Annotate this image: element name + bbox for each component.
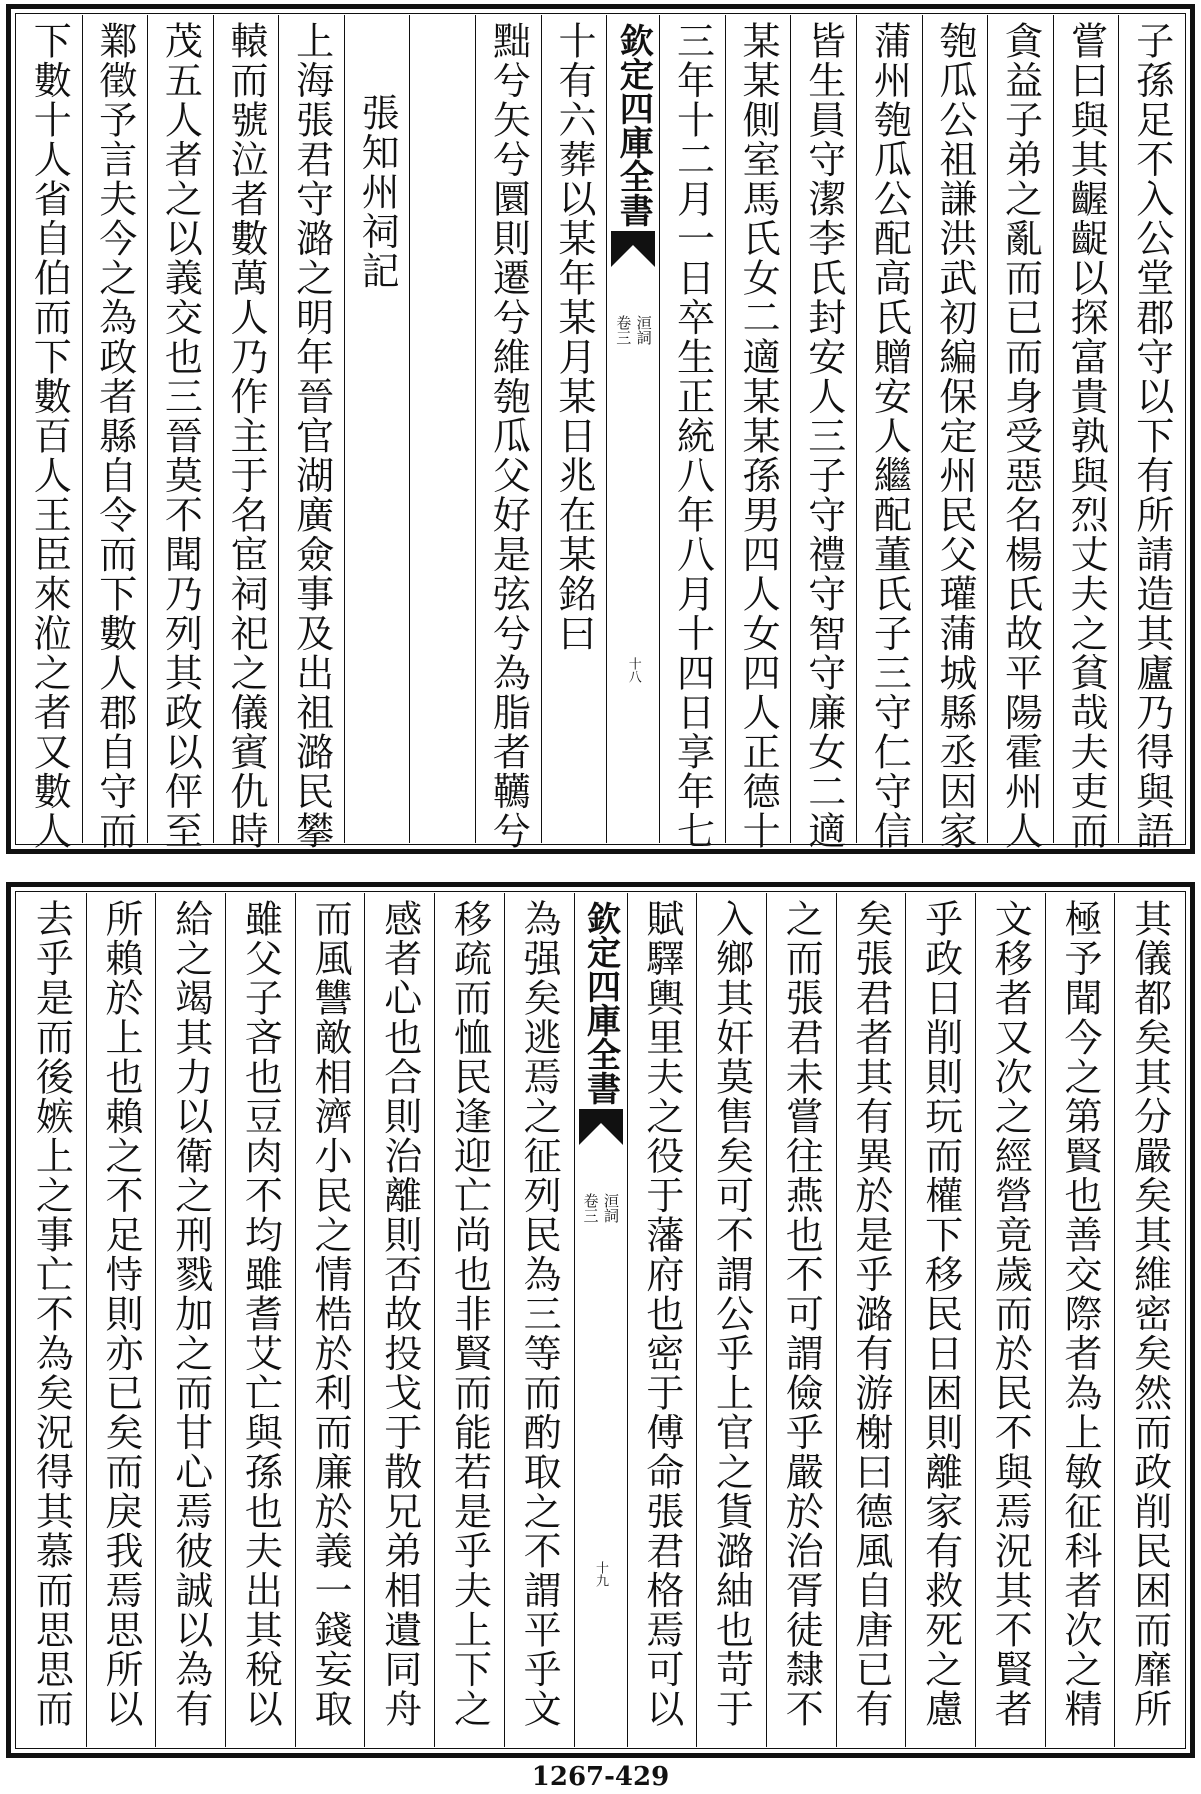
text-column xyxy=(434,893,504,1747)
text-column xyxy=(147,15,213,851)
column-text: 之而張君未嘗往燕也不可謂儉乎嚴於治胥徒隸不 xyxy=(779,899,824,1729)
book-title: 欽定四庫全書 xyxy=(580,901,621,1105)
column-text: 極予聞今之第賢也善交際者為上敏征科者次之精 xyxy=(1057,899,1102,1729)
bottom-page-panel xyxy=(6,882,1195,1758)
column-text: 匏瓜公祖謙洪武初編保定州民父瓘蒲城縣丞因家 xyxy=(932,21,977,851)
text-column xyxy=(295,893,365,1747)
text-column xyxy=(1045,893,1115,1747)
text-column xyxy=(213,15,279,851)
text-column xyxy=(1053,15,1119,851)
text-column xyxy=(1114,893,1184,1747)
work-title: 洹詞 xyxy=(634,315,653,345)
volume-number: 卷三 xyxy=(614,315,633,345)
column-text: 雖父子吝也豆肉不均雖耆艾亡與孫也夫出其稅以 xyxy=(238,899,283,1729)
column-text: 下數十人省自伯而下數百人王臣來涖之者又數人 xyxy=(27,21,72,851)
column-text: 賦驛輿里夫之役于藩府也密于傅命張君格焉可以 xyxy=(639,899,684,1729)
text-column xyxy=(475,15,541,851)
text-column xyxy=(364,893,434,1747)
text-column xyxy=(541,15,607,843)
text-column xyxy=(766,893,836,1747)
column-text: 鄴徵予言夫今之為政者縣自令而下數人郡自守而 xyxy=(92,21,137,851)
bottom-page-columns xyxy=(17,893,1184,1747)
text-column xyxy=(725,15,791,851)
page-number: 十八 xyxy=(625,657,641,683)
column-text: 所賴於上也賴之不足恃則亦已矣而戾我焉思所以 xyxy=(99,899,144,1729)
volume-subtitle xyxy=(581,1193,621,1223)
column-text: 轅而號泣者數萬人乃作主于名宦祠祀之儀賓仇時 xyxy=(223,21,268,851)
scan-page-number: 1267-429 xyxy=(531,1762,670,1792)
column-text: 矣張君者其有異於是乎潞有游榭曰德風自唐已有 xyxy=(848,899,893,1729)
column-text: 十有六葬以某年某月某日兆在某銘曰 xyxy=(551,21,596,653)
text-column xyxy=(17,15,82,851)
text-column xyxy=(987,15,1053,851)
column-text: 文移者又次之經營竟歲而於民不與焉況其不賢者 xyxy=(988,899,1033,1729)
column-text: 三年十二月一日卒生正統八年八月十四日享年七 xyxy=(670,21,715,851)
fish-tail-mark-icon xyxy=(611,231,655,267)
section-heading-column xyxy=(344,15,410,843)
text-column xyxy=(627,893,697,1747)
text-column xyxy=(922,15,988,851)
column-text: 其儀都矣其分嚴矣其維密矣然而政削民困而靡所 xyxy=(1127,899,1172,1729)
column-text: 子孫足不入公堂郡守以下有所請造其廬乃得與語 xyxy=(1129,21,1174,851)
section-heading: 張知州祠記 xyxy=(355,93,400,291)
column-text: 嘗曰與其齷齪以探富貴孰與烈丈夫之貧哉夫吏而 xyxy=(1064,21,1109,851)
text-column xyxy=(696,893,766,1747)
text-column xyxy=(856,15,922,851)
text-column xyxy=(790,15,856,851)
text-column xyxy=(82,15,148,851)
column-text: 貪益子弟之亂而已而身受惡名楊氏故平陽霍州人 xyxy=(998,21,1043,851)
text-column xyxy=(905,893,975,1747)
column-text: 感者心也合則治離則否故投戈于散兄弟相遺同舟 xyxy=(377,899,422,1729)
text-column xyxy=(278,15,344,851)
top-page-panel xyxy=(6,4,1195,854)
column-text: 移疏而恤民逢迎亡尚也非賢而能若是乎夫上下之 xyxy=(447,899,492,1729)
column-text: 上海張君守潞之明年晉官湖廣僉事及出祖潞民攀 xyxy=(289,21,334,851)
text-column xyxy=(225,893,295,1747)
column-text: 蒲州匏瓜公配高氏贈安人繼配董氏子三守仁守信 xyxy=(867,21,912,851)
column-text: 黜兮矢兮圜則遷兮維匏瓜父好是弦兮為脂者韉兮 xyxy=(486,21,531,851)
page-spine xyxy=(574,893,627,1747)
volume-number: 卷三 xyxy=(581,1193,600,1223)
text-column xyxy=(836,893,906,1747)
volume-subtitle xyxy=(613,315,653,345)
book-title: 欽定四庫全書 xyxy=(613,23,654,227)
column-text: 某某側室馬氏女二適某某孫男四人女四人正德十 xyxy=(736,21,781,851)
page-spine xyxy=(606,15,659,843)
text-column xyxy=(86,893,156,1747)
top-page-columns xyxy=(17,15,1184,851)
work-title: 洹詞 xyxy=(602,1193,620,1223)
column-text: 去乎是而後嫉上之事亡不為矣況得其慕而思思而 xyxy=(29,899,74,1729)
text-column xyxy=(155,893,225,1747)
column-text: 給之竭其力以衛之刑戮加之而甘心焉彼誠以為有 xyxy=(168,899,213,1729)
blank-column xyxy=(409,15,475,843)
column-text: 而風讐敵相濟小民之情梏於利而廉於義一錢妄取 xyxy=(308,899,353,1729)
column-text: 皆生員守潔李氏封安人三子守禮守智守廉女二適 xyxy=(801,21,846,851)
column-text: 乎政日削則玩而權下移民日困則離家有救死之慮 xyxy=(918,899,963,1729)
column-text: 入鄉其奸莫售矣可不謂公乎上官之貨潞紬也苛于 xyxy=(709,899,754,1729)
text-column xyxy=(975,893,1045,1747)
text-column xyxy=(504,893,574,1747)
page-number: 十九 xyxy=(593,1561,608,1587)
column-text: 為强矣逃焉之征列民為三等而酌取之不謂平乎文 xyxy=(517,899,562,1729)
text-column xyxy=(659,15,725,851)
column-text: 茂五人者之以義交也三晉莫不聞乃列其政以伻至 xyxy=(158,21,203,851)
text-column xyxy=(17,893,86,1747)
fish-tail-mark-icon xyxy=(579,1109,623,1145)
text-column xyxy=(1118,15,1184,851)
